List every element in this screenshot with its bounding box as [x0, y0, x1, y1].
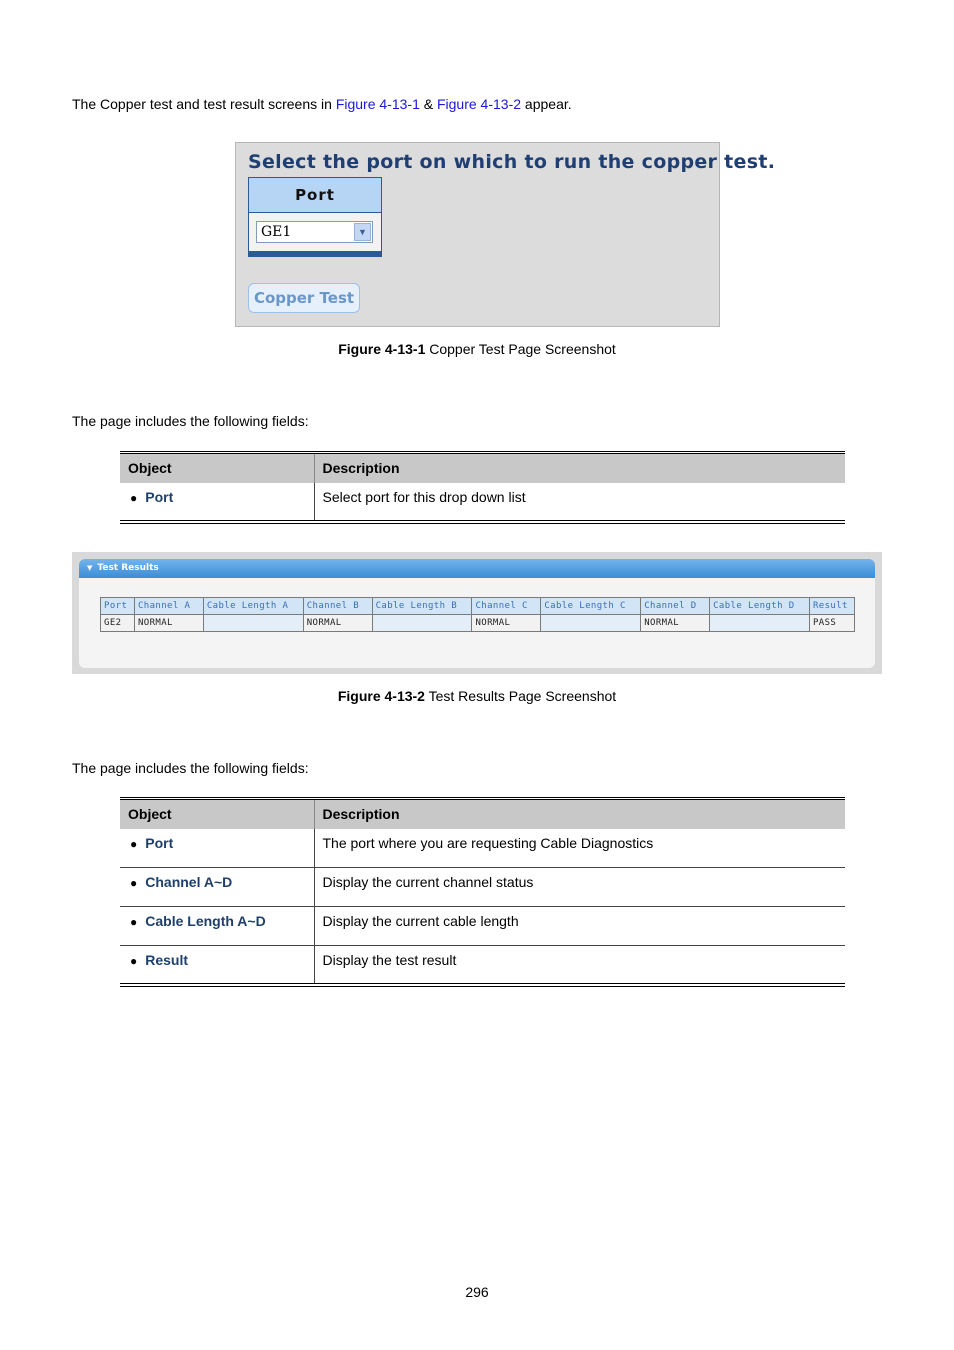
intro-text: The Copper test and test result screens in [72, 96, 336, 112]
results-header-cell: Cable Length A [203, 598, 303, 615]
results-header-cell: Channel B [303, 598, 372, 615]
object-cell: ● Result [120, 946, 314, 985]
results-header-cell: Channel C [472, 598, 541, 615]
results-cell [203, 615, 303, 632]
object-label: Channel A~D [145, 874, 233, 890]
results-cell [541, 615, 641, 632]
test-results-panel [79, 559, 875, 668]
panel-title-bar[interactable] [79, 559, 875, 578]
figure-caption-1 [0, 341, 954, 357]
table-row [120, 946, 845, 985]
results-header-cell: Cable Length B [372, 598, 472, 615]
panel-title: Test Results [97, 563, 159, 573]
intro-paragraph [72, 96, 572, 112]
caption-text: Test Results Page Screenshot [424, 688, 617, 704]
results-cell: NORMAL [303, 615, 372, 632]
figure-link-1[interactable]: Figure 4-13-1 [335, 96, 420, 112]
results-header-cell: Result [809, 598, 854, 615]
table-row [120, 483, 845, 522]
table-footer-bar [249, 251, 381, 256]
caption-number: Figure 4-13-2 [337, 688, 425, 704]
object-label: Port [145, 834, 174, 851]
intro-ampersand: & [419, 96, 437, 112]
table-row [120, 829, 845, 868]
collapse-triangle-icon[interactable]: ▼ [87, 564, 93, 572]
header-object: Object [120, 453, 314, 483]
copper-test-heading: Select the port on which to run the copper test. [248, 151, 776, 173]
header-description: Description [314, 799, 845, 829]
copper-test-screenshot [235, 142, 776, 327]
results-cell [372, 615, 472, 632]
fields-intro-1: The page includes the following fields: [72, 413, 309, 429]
results-cell: NORMAL [641, 615, 710, 632]
object-label: Result [145, 952, 189, 968]
object-label: Port [145, 488, 174, 505]
port-dropdown[interactable] [256, 221, 373, 243]
test-results-table [100, 597, 855, 632]
object-cell: ● Channel A~D [120, 868, 314, 907]
test-results-screenshot [72, 552, 882, 674]
caption-number: Figure 4-13-1 [338, 341, 426, 357]
figure-caption-2 [0, 688, 954, 704]
results-header-cell: Channel A [134, 598, 203, 615]
results-header-cell: Port [101, 598, 135, 615]
port-dropdown-value: GE1 [261, 224, 292, 240]
description-cell: Display the test result [314, 946, 845, 985]
object-cell: ● Port [120, 483, 314, 522]
port-column-header: Port [249, 178, 381, 213]
results-cell: NORMAL [134, 615, 203, 632]
table-row [120, 907, 845, 946]
intro-text-end: appear. [521, 96, 572, 112]
description-cell: The port where you are requesting Cable Diagnostics [314, 829, 845, 868]
results-cell [710, 615, 810, 632]
description-cell: Select port for this drop down list [314, 483, 845, 522]
port-select-table [248, 177, 382, 257]
object-cell: ● Port [120, 829, 314, 868]
results-cell: GE2 [101, 615, 135, 632]
fields-intro-2: The page includes the following fields: [72, 760, 309, 776]
object-description-table-1 [120, 451, 845, 524]
results-cell: NORMAL [472, 615, 541, 632]
caption-text: Copper Test Page Screenshot [425, 341, 616, 357]
results-header-cell: Cable Length D [710, 598, 810, 615]
object-label: Cable Length A~D [145, 913, 266, 929]
object-cell: ● Cable Length A~D [120, 907, 314, 946]
chevron-down-icon[interactable]: ▼ [354, 223, 371, 241]
results-header-cell: Cable Length C [541, 598, 641, 615]
description-cell: Display the current channel status [314, 868, 845, 907]
results-header-cell: Channel D [641, 598, 710, 615]
object-description-table-2 [120, 797, 845, 987]
header-description: Description [314, 453, 845, 483]
figure-link-2[interactable]: Figure 4-13-2 [436, 96, 522, 112]
page-number: 296 [465, 1284, 489, 1300]
results-cell: PASS [809, 615, 854, 632]
description-cell: Display the current cable length [314, 907, 845, 946]
table-row [120, 868, 845, 907]
header-object: Object [120, 799, 314, 829]
copper-test-button[interactable]: Copper Test [248, 283, 360, 313]
